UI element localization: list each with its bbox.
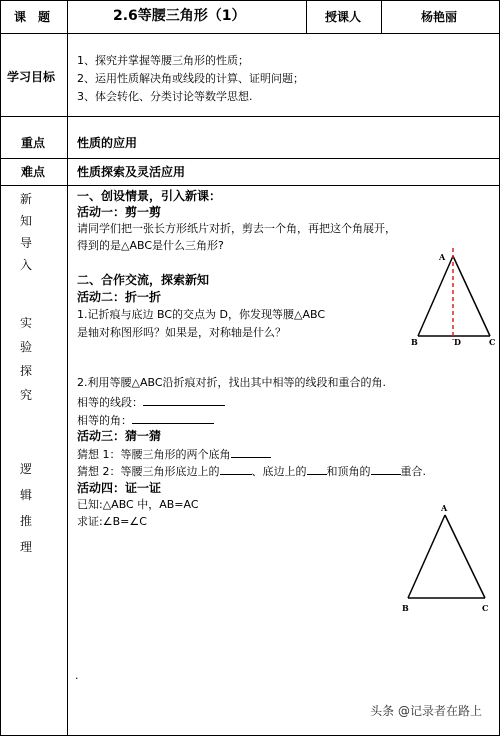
vertex-label-d: D <box>454 337 461 347</box>
guess-2: 猜想 2：等腰三角形底边上的 、底边上的 和顶角的 重合. <box>77 465 426 478</box>
side-label-char: 导 <box>19 236 32 250</box>
side-label-char: 推 <box>19 514 32 528</box>
teacher-label: 授课人 <box>325 10 362 24</box>
prove-statement: 求证:∠B=∠C <box>77 515 147 528</box>
activity-title: 活动三：猜一猜 <box>77 429 162 443</box>
given-statement: 已知:△ABC 中，AB=AC <box>77 498 199 511</box>
table-col-divider <box>67 0 68 736</box>
table-col-divider <box>381 0 382 34</box>
table-left-border <box>0 0 1 736</box>
stray-dot: . <box>75 669 79 682</box>
lesson-title: 2.6等腰三角形（1） <box>113 8 246 24</box>
activity-text: 2.利用等腰△ABC沿折痕对折，找出其中相等的线段和重合的角. <box>77 376 387 389</box>
objective-item: 1、探究并掌握等腰三角形的性质； <box>77 54 249 67</box>
table-top-border <box>0 0 500 1</box>
side-label-char: 辑 <box>19 488 32 502</box>
vertex-label-a: A <box>441 503 448 513</box>
table-row-divider <box>0 116 500 117</box>
table-row-divider <box>0 33 500 34</box>
guess-1: 猜想 1：等腰三角形的两个底角 <box>77 447 271 460</box>
vertex-label-c: C <box>489 337 496 347</box>
activity-text: 1.记折痕与底边 BC的交点为 D，你发现等腰△ABC <box>77 308 326 321</box>
activity-title: 活动一：剪一剪 <box>77 205 162 219</box>
vertex-label-b: B <box>402 603 409 613</box>
vertex-label-c: C <box>482 603 489 613</box>
side-label-char: 新 <box>19 192 32 206</box>
side-label-char: 究 <box>19 388 32 402</box>
section-heading: 二、合作交流，探索新知 <box>77 273 210 287</box>
answer-blank[interactable] <box>231 447 271 458</box>
activity-title: 活动二：折一折 <box>77 290 162 304</box>
side-label-char: 实 <box>19 316 32 330</box>
table-bottom-border <box>0 735 500 736</box>
answer-blank[interactable] <box>371 464 401 475</box>
answer-blank[interactable] <box>307 464 327 475</box>
side-label-char: 知 <box>19 214 32 228</box>
equal-segments-label: 相等的线段： <box>77 395 225 408</box>
activity-text: 是轴对称图形吗？如果是，对称轴是什么？ <box>77 326 286 339</box>
difficulty-value: 性质探索及灵活应用 <box>77 165 186 179</box>
proof-triangle-figure <box>400 503 496 619</box>
objectives-label: 学习目标 <box>7 70 56 84</box>
equal-angles-label: 相等的角： <box>77 413 214 426</box>
side-label-char: 探 <box>19 364 32 378</box>
answer-blank[interactable] <box>143 395 225 406</box>
side-label-char: 验 <box>19 340 32 354</box>
objective-item: 3、体会转化、分类讨论等数学思想. <box>77 90 253 103</box>
side-label-char: 入 <box>19 258 32 272</box>
difficulty-label: 难点 <box>21 165 46 179</box>
answer-blank[interactable] <box>220 464 252 475</box>
table-row-divider <box>0 185 500 186</box>
course-label: 课 题 <box>14 10 51 24</box>
watermark-text: 头条 @记录者在路上 <box>366 700 486 721</box>
key-point-value: 性质的应用 <box>77 136 138 150</box>
teacher-name: 杨艳丽 <box>421 10 458 24</box>
activity-title: 活动四：证一证 <box>77 481 162 495</box>
key-point-label: 重点 <box>21 136 46 150</box>
section-heading: 一、创设情景，引入新课： <box>77 189 222 203</box>
folded-triangle-figure <box>408 248 498 348</box>
activity-text: 请同学们把一张长方形纸片对折，剪去一个角，再把这个角展开， <box>77 222 396 235</box>
side-label-char: 逻 <box>19 462 32 476</box>
watermark <box>366 700 486 721</box>
vertex-label-a: A <box>439 252 446 262</box>
vertex-label-b: B <box>411 337 418 347</box>
side-label-char: 理 <box>19 540 32 554</box>
answer-blank[interactable] <box>132 413 214 424</box>
table-col-divider <box>306 0 307 34</box>
table-row-divider <box>0 158 500 159</box>
objective-item: 2、运用性质解决角或线段的计算、证明问题； <box>77 72 304 85</box>
activity-text: 得到的是△ABC是什么三角形? <box>77 239 224 252</box>
